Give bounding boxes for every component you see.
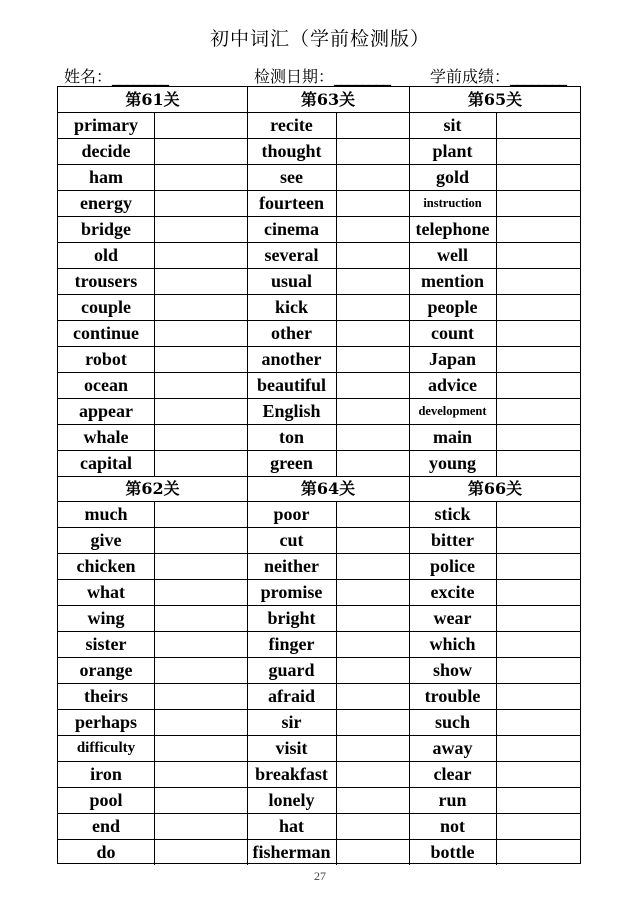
vocab-word: bridge xyxy=(80,219,131,239)
answer-cell[interactable] xyxy=(154,761,247,787)
vocab-word: gold xyxy=(435,167,469,187)
answer-cell[interactable] xyxy=(154,501,247,527)
row-divider xyxy=(58,164,580,165)
answer-cell[interactable] xyxy=(336,346,409,372)
vocab-word: capital xyxy=(80,453,132,473)
answer-cell[interactable] xyxy=(336,735,409,761)
vocab-word: trouble xyxy=(424,686,481,706)
answer-cell[interactable] xyxy=(496,605,581,631)
row-divider xyxy=(58,787,580,788)
answer-cell[interactable] xyxy=(496,294,581,320)
answer-cell[interactable] xyxy=(336,605,409,631)
date-label: 检测日期： xyxy=(254,67,335,86)
vocab-word: sir xyxy=(281,712,302,732)
answer-cell[interactable] xyxy=(336,683,409,709)
row-divider xyxy=(58,190,580,191)
vocab-word: appear xyxy=(79,401,133,421)
vocab-word: main xyxy=(432,427,472,447)
vocab-word: cut xyxy=(279,530,304,550)
answer-cell[interactable] xyxy=(154,527,247,553)
row-divider xyxy=(58,450,580,451)
vocab-word: see xyxy=(280,167,303,187)
vocab-word: development xyxy=(418,404,487,418)
answer-cell[interactable] xyxy=(154,683,247,709)
word-answer-divider xyxy=(154,501,155,865)
date-field xyxy=(254,64,390,87)
vocab-word: promise xyxy=(260,582,323,602)
vocab-word: neither xyxy=(264,556,319,576)
row-divider xyxy=(58,372,580,373)
answer-cell[interactable] xyxy=(336,216,409,242)
vocab-word: ham xyxy=(88,167,123,187)
answer-cell[interactable] xyxy=(154,553,247,579)
answer-cell[interactable] xyxy=(154,813,247,839)
answer-cell[interactable] xyxy=(496,398,581,424)
page-number: 27 xyxy=(314,869,326,883)
answer-cell[interactable] xyxy=(336,268,409,294)
vocabulary-table xyxy=(57,86,581,864)
name-field xyxy=(64,64,168,87)
answer-cell[interactable] xyxy=(496,450,581,476)
answer-cell[interactable] xyxy=(496,709,581,735)
answer-cell[interactable] xyxy=(496,268,581,294)
answer-cell[interactable] xyxy=(496,839,581,865)
answer-cell[interactable] xyxy=(154,579,247,605)
vocab-word: finger xyxy=(268,634,315,654)
vocab-word: lonely xyxy=(268,790,315,810)
row-divider xyxy=(58,424,580,425)
answer-cell[interactable] xyxy=(154,372,247,398)
vocab-word: sit xyxy=(443,115,462,135)
answer-cell[interactable] xyxy=(496,216,581,242)
section-divider xyxy=(58,476,580,477)
row-divider xyxy=(58,709,580,710)
answer-cell[interactable] xyxy=(154,294,247,320)
vocab-word: hat xyxy=(278,816,304,836)
vocab-word: mention xyxy=(421,271,484,291)
vocab-word: people xyxy=(427,297,478,317)
answer-cell[interactable] xyxy=(154,657,247,683)
answer-cell[interactable] xyxy=(154,839,247,865)
vocab-word: much xyxy=(84,504,128,524)
answer-cell[interactable] xyxy=(336,761,409,787)
word-answer-divider xyxy=(496,501,497,865)
vocab-word: such xyxy=(434,712,470,732)
vocab-word: difficulty xyxy=(76,740,136,756)
vocab-word: beautiful xyxy=(256,375,326,395)
score-blank: ________ xyxy=(510,67,567,86)
answer-cell[interactable] xyxy=(496,579,581,605)
group-divider xyxy=(247,476,248,865)
vocab-word: ton xyxy=(278,427,304,447)
vocab-word: what xyxy=(86,582,125,602)
group-divider xyxy=(247,87,248,476)
vocab-word: poor xyxy=(273,504,310,524)
vocab-word: couple xyxy=(80,297,131,317)
vocab-word: young xyxy=(428,453,477,473)
vocab-word: several xyxy=(264,245,319,265)
page-title: 初中词汇（学前检测版） xyxy=(209,28,430,50)
vocab-word: sister xyxy=(85,634,127,654)
answer-cell[interactable] xyxy=(336,424,409,450)
vocab-word: run xyxy=(438,790,467,810)
vocab-word: do xyxy=(96,842,116,862)
vocab-word: which xyxy=(429,634,476,654)
row-divider xyxy=(58,138,580,139)
row-divider xyxy=(58,398,580,399)
row-divider xyxy=(58,839,580,840)
answer-cell[interactable] xyxy=(496,631,581,657)
row-divider xyxy=(58,735,580,736)
word-answer-divider xyxy=(496,112,497,476)
answer-cell[interactable] xyxy=(496,735,581,761)
answer-cell[interactable] xyxy=(496,372,581,398)
answer-cell[interactable] xyxy=(496,138,581,164)
answer-cell[interactable] xyxy=(336,631,409,657)
vocab-word: bitter xyxy=(431,530,474,550)
answer-cell[interactable] xyxy=(336,112,409,138)
answer-cell[interactable] xyxy=(496,242,581,268)
vocab-word: green xyxy=(270,453,313,473)
row-divider xyxy=(58,657,580,658)
vocab-word: usual xyxy=(270,271,313,291)
answer-cell[interactable] xyxy=(336,813,409,839)
answer-cell[interactable] xyxy=(496,320,581,346)
answer-cell[interactable] xyxy=(496,657,581,683)
vocab-word: end xyxy=(91,816,120,836)
answer-cell[interactable] xyxy=(336,398,409,424)
vocab-word: old xyxy=(93,245,118,265)
vocab-word: plant xyxy=(432,141,473,161)
answer-cell[interactable] xyxy=(496,553,581,579)
level-header: 第63关 xyxy=(300,90,356,109)
vocab-word: bright xyxy=(267,608,316,628)
vocab-word: wear xyxy=(433,608,472,628)
answer-cell[interactable] xyxy=(336,450,409,476)
answer-cell[interactable] xyxy=(154,605,247,631)
answer-cell[interactable] xyxy=(154,320,247,346)
row-divider xyxy=(58,294,580,295)
answer-cell[interactable] xyxy=(154,735,247,761)
level-header: 第64关 xyxy=(300,479,356,498)
name-label: 姓名： xyxy=(64,67,113,86)
row-divider xyxy=(58,553,580,554)
group-divider xyxy=(409,476,410,865)
answer-cell[interactable] xyxy=(496,527,581,553)
vocab-word: perhaps xyxy=(74,712,137,732)
vocab-word: kick xyxy=(274,297,308,317)
vocab-word: fisherman xyxy=(252,842,331,862)
vocab-word: chicken xyxy=(76,556,136,576)
vocab-word: count xyxy=(430,323,474,343)
vocab-word: not xyxy=(439,816,465,836)
answer-cell[interactable] xyxy=(336,190,409,216)
level-header: 第61关 xyxy=(125,90,180,109)
word-answer-divider xyxy=(154,112,155,476)
vocab-word: robot xyxy=(85,349,127,369)
vocab-word: away xyxy=(432,738,473,758)
answer-cell[interactable] xyxy=(336,294,409,320)
vocab-word: bottle xyxy=(430,842,475,862)
row-divider xyxy=(58,527,580,528)
answer-cell[interactable] xyxy=(496,501,581,527)
vocab-word: visit xyxy=(275,738,308,758)
answer-cell[interactable] xyxy=(336,579,409,605)
answer-cell[interactable] xyxy=(496,683,581,709)
vocab-word: clear xyxy=(433,764,472,784)
answer-cell[interactable] xyxy=(336,372,409,398)
answer-cell[interactable] xyxy=(336,787,409,813)
level-header: 第65关 xyxy=(467,90,523,109)
vocab-word: telephone xyxy=(415,219,490,239)
answer-cell[interactable] xyxy=(154,190,247,216)
vocab-word: another xyxy=(261,349,322,369)
score-field xyxy=(430,64,566,87)
row-divider xyxy=(58,579,580,580)
answer-cell[interactable] xyxy=(496,346,581,372)
vocab-word: instruction xyxy=(423,196,482,210)
vocab-word: police xyxy=(430,556,475,576)
answer-cell[interactable] xyxy=(154,346,247,372)
vocab-word: Japan xyxy=(428,349,477,369)
vocab-word: continue xyxy=(72,323,139,343)
vocab-word: pool xyxy=(89,790,123,810)
student-info-row xyxy=(64,64,584,86)
row-divider xyxy=(58,268,580,269)
level-header: 第62关 xyxy=(125,479,180,498)
answer-cell[interactable] xyxy=(154,398,247,424)
answer-cell[interactable] xyxy=(336,242,409,268)
answer-cell[interactable] xyxy=(154,216,247,242)
answer-cell[interactable] xyxy=(154,138,247,164)
answer-cell[interactable] xyxy=(496,813,581,839)
group-divider xyxy=(409,87,410,476)
answer-cell[interactable] xyxy=(154,709,247,735)
vocab-word: trousers xyxy=(74,271,138,291)
vocab-word: show xyxy=(432,660,472,680)
vocab-word: orange xyxy=(79,660,133,680)
answer-cell[interactable] xyxy=(496,190,581,216)
score-label: 学前成绩： xyxy=(430,67,511,86)
answer-cell[interactable] xyxy=(154,787,247,813)
answer-cell[interactable] xyxy=(336,527,409,553)
vocab-word: theirs xyxy=(84,686,128,706)
word-answer-divider xyxy=(336,112,337,476)
vocab-word: wing xyxy=(87,608,125,628)
vocab-word: advice xyxy=(428,375,477,395)
row-divider xyxy=(58,683,580,684)
vocab-word: energy xyxy=(80,193,132,213)
vocab-word: give xyxy=(90,530,122,550)
answer-cell[interactable] xyxy=(336,657,409,683)
vocab-word: other xyxy=(271,323,312,343)
row-divider xyxy=(58,813,580,814)
level-header: 第66关 xyxy=(467,479,523,498)
vocab-word: well xyxy=(437,245,468,265)
answer-cell[interactable] xyxy=(154,631,247,657)
row-divider xyxy=(58,761,580,762)
answer-cell[interactable] xyxy=(154,112,247,138)
answer-cell[interactable] xyxy=(154,164,247,190)
answer-cell[interactable] xyxy=(336,320,409,346)
vocab-word: guard xyxy=(268,660,315,680)
vocab-word: English xyxy=(262,401,321,421)
answer-cell[interactable] xyxy=(154,268,247,294)
answer-cell[interactable] xyxy=(154,424,247,450)
row-divider xyxy=(58,216,580,217)
row-divider xyxy=(58,242,580,243)
answer-cell[interactable] xyxy=(336,839,409,865)
vocab-word: stick xyxy=(434,504,471,524)
vocab-word: iron xyxy=(90,764,122,784)
answer-cell[interactable] xyxy=(154,450,247,476)
answer-cell[interactable] xyxy=(336,501,409,527)
vocab-word: afraid xyxy=(268,686,315,706)
answer-cell[interactable] xyxy=(496,787,581,813)
vocab-word: primary xyxy=(74,115,138,135)
word-answer-divider xyxy=(336,501,337,865)
vocab-word: recite xyxy=(270,115,313,135)
vocab-word: cinema xyxy=(264,219,319,239)
answer-cell[interactable] xyxy=(336,709,409,735)
vocab-word: whale xyxy=(83,427,129,447)
row-divider xyxy=(58,631,580,632)
answer-cell[interactable] xyxy=(336,553,409,579)
vocab-word: excite xyxy=(430,582,475,602)
row-divider xyxy=(58,346,580,347)
date-blank: ________ xyxy=(334,67,391,86)
answer-cell[interactable] xyxy=(496,164,581,190)
answer-cell[interactable] xyxy=(336,164,409,190)
answer-cell[interactable] xyxy=(496,761,581,787)
answer-cell[interactable] xyxy=(496,424,581,450)
row-divider xyxy=(58,605,580,606)
row-divider xyxy=(58,320,580,321)
vocab-word: decide xyxy=(81,141,131,161)
vocab-word: breakfast xyxy=(255,764,328,784)
vocab-word: ocean xyxy=(84,375,128,395)
vocab-word: fourteen xyxy=(259,193,324,213)
answer-cell[interactable] xyxy=(496,112,581,138)
name-blank: ________ xyxy=(112,67,169,86)
answer-cell[interactable] xyxy=(154,242,247,268)
answer-cell[interactable] xyxy=(336,138,409,164)
vocab-word: thought xyxy=(261,141,322,161)
